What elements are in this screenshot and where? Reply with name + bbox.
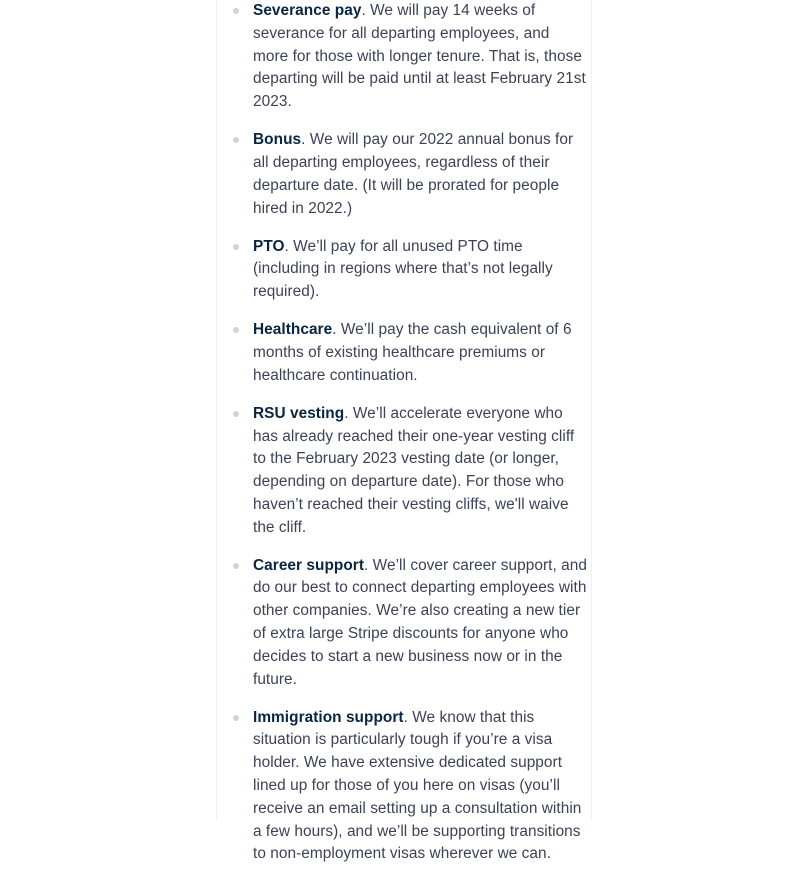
item-text: . We will pay our 2022 annual bonus for all departing employees, regardless of their departure date. (It will be prorated for people hired in 2022.) — [253, 131, 574, 217]
list-item-healthcare — [253, 319, 588, 387]
list-item-pto — [253, 236, 588, 304]
bullet-icon — [233, 8, 239, 14]
item-text: . We’ll pay the cash equivalent of 6 months of existing healthcare premiums or healthcare continuation. — [253, 321, 572, 384]
item-text: . We’ll cover career support, and do our best to connect departing employees with other companies. We’re also creating a new tier of extra large Stripe discounts for anyone who decides to start a new business now or in the future. — [253, 556, 587, 688]
list-item-rsu-vesting — [253, 403, 588, 540]
list-item-severance-pay — [253, 0, 588, 114]
item-text: . We will pay 14 weeks of severance for all departing employees, and more for those with longer tenure. That is, those departing will be paid until at least February 21st 2023. — [253, 2, 586, 111]
item-term: Severance pay — [253, 2, 362, 19]
item-text: . We know that this situation is particularly tough if you’re a visa holder. We have extensive dedicated support lined up for those of you here on visas (you’ll receive an email setting up a consultation within a few hours), and we’ll be supporting transitions to non-employment visas wherever we can. — [253, 708, 582, 863]
item-term: Healthcare — [253, 321, 333, 339]
bullet-icon — [233, 715, 239, 721]
bullet-icon — [233, 411, 239, 417]
item-text: . We’ll pay for all unused PTO time (including in regions where that’s not legally required). — [253, 237, 553, 301]
item-term: PTO — [253, 237, 285, 255]
benefits-list — [253, 0, 588, 881]
item-term: RSU vesting — [253, 404, 345, 422]
item-term: Career support — [253, 556, 365, 574]
item-term: Immigration support — [253, 708, 404, 726]
list-item-immigration-support — [253, 707, 588, 867]
bullet-icon — [233, 244, 239, 250]
list-item-career-support — [253, 555, 588, 692]
bullet-icon — [233, 563, 239, 569]
item-term: Bonus — [253, 131, 302, 149]
item-text: . We’ll accelerate everyone who has already reached their one-year vesting cliff to the February 2023 vesting date (or longer, depending on departure date). For those who haven’t reached their vesting cliffs, we'll waive the cliff. — [253, 404, 575, 536]
list-item-bonus — [253, 129, 588, 220]
